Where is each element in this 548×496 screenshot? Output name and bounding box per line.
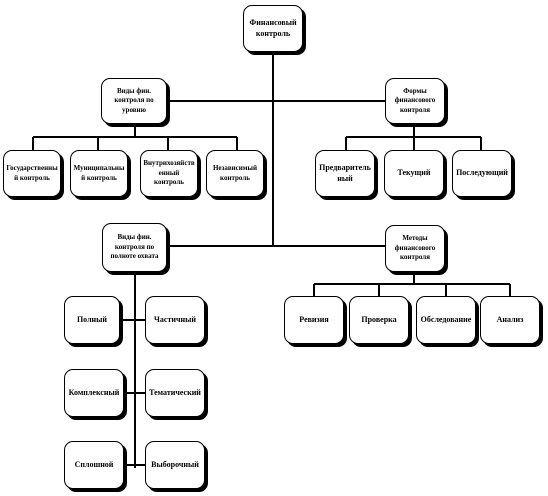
method-child-analysis: Анализ [480,296,540,344]
methods-label: Методы финансового контроля [394,234,436,262]
level-child-state: Государственный контроль [3,150,61,197]
root-node-label: Финансовый контроль [249,17,297,38]
forms-node [385,78,445,124]
method-child-survey: Обследование [416,296,476,344]
root-node [243,5,303,52]
method-child-audit: Ревизия [284,296,344,344]
methods-node [385,225,445,272]
coverage-child-partial: Частичный [145,296,205,344]
coverage-types-label: Виды фин. контроля по полноте охвата [110,233,159,261]
coverage-child-full: Полный [64,296,120,344]
coverage-types-node [102,223,167,272]
coverage-child-continuous: Сплошной [64,441,124,489]
form-child-subsequent: Последующий [452,150,512,197]
coverage-child-thematic: Тематический [145,369,205,417]
level-child-independent: Независимый контроль [206,150,264,197]
form-child-preliminary: Предварительный [315,150,375,197]
level-child-municipal: Муниципальный контроль [70,150,128,197]
forms-label: Формы финансового контроля [394,86,436,114]
level-types-node [101,78,167,124]
form-child-current: Текущий [384,150,444,197]
method-child-check: Проверка [349,296,409,344]
coverage-child-selective: Выборочный [145,441,205,489]
level-types-label: Виды фин. контроля по уровню [114,86,154,114]
level-child-internal: Внутрихозяйственный контроль [140,150,198,197]
coverage-child-complex: Комплексный [64,369,124,417]
